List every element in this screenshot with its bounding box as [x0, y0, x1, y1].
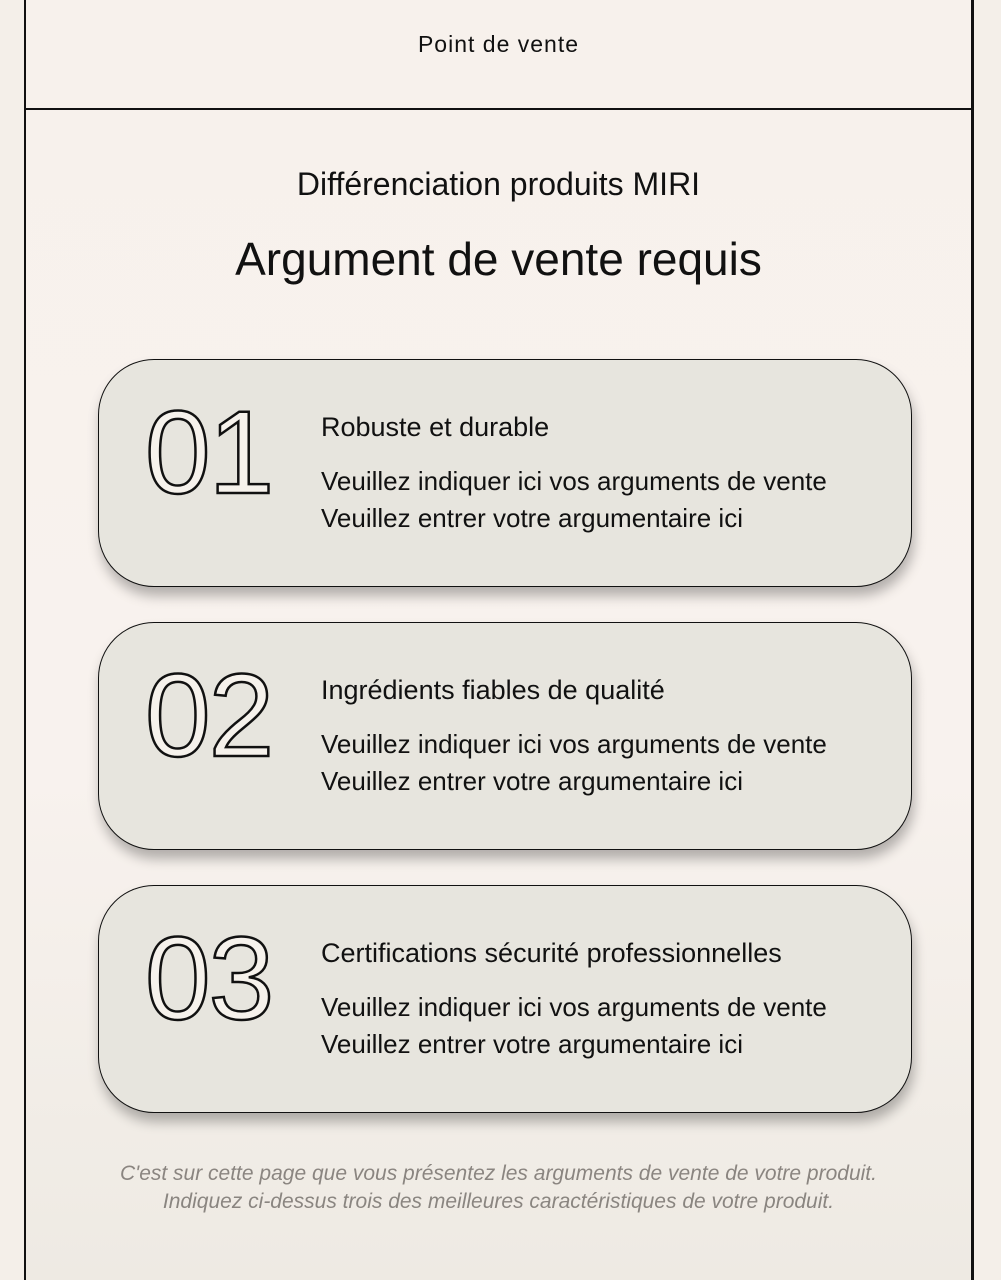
card-heading: Certifications sécurité professionnelles	[321, 938, 782, 968]
page-frame	[24, 0, 974, 1280]
footer-note	[26, 1160, 971, 1216]
header-bar	[26, 0, 971, 110]
card-heading: Robuste et durable	[321, 412, 550, 442]
card-text	[321, 412, 827, 537]
card-number: 01	[145, 387, 273, 519]
card-line-1[interactable]: Veuillez indiquer ici vos arguments de vente	[321, 992, 827, 1022]
card-number: 03	[145, 913, 273, 1045]
card-text	[321, 675, 827, 800]
page-subtitle: Différenciation produits MIRI	[296, 166, 701, 202]
selling-point-card-3	[98, 885, 912, 1113]
selling-point-card-2	[98, 622, 912, 850]
card-line-1[interactable]: Veuillez indiquer ici vos arguments de vente	[321, 729, 827, 759]
card-line-1[interactable]: Veuillez indiquer ici vos arguments de vente	[321, 466, 827, 496]
card-text	[321, 938, 827, 1063]
card-line-2[interactable]: Veuillez entrer votre argumentaire ici	[321, 766, 743, 796]
footer-line-1: C'est sur cette page que vous présentez les arguments de vente de votre produit.	[120, 1162, 877, 1185]
card-line-2[interactable]: Veuillez entrer votre argumentaire ici	[321, 503, 743, 533]
card-number: 02	[145, 650, 273, 782]
card-line-2[interactable]: Veuillez entrer votre argumentaire ici	[321, 1029, 743, 1059]
footer-line-2: Indiquez ci-dessus trois des meilleures caractéristiques de votre produit.	[162, 1190, 835, 1213]
page-title: Argument de vente requis	[235, 233, 762, 285]
selling-point-card-1	[98, 359, 912, 587]
card-heading: Ingrédients fiables de qualité	[321, 675, 665, 705]
header-title: Point de vente	[417, 30, 580, 57]
